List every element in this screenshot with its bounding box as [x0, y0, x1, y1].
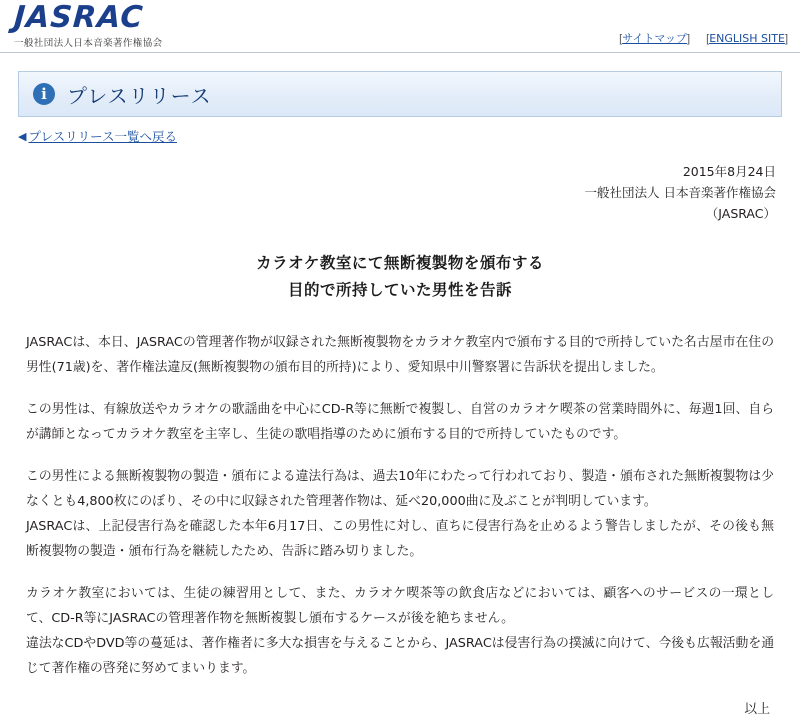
bracket-close-english: ] — [784, 33, 788, 45]
body-paragraph: 違法なCDやDVD等の蔓延は、著作権者に多大な損害を与えることから、JASRACは侵害行為の撲滅に向けて、今後も広報活動を通じて著作権の啓発に努めてまいります。 — [26, 636, 774, 676]
jasrac-logo-text: JASRAC — [12, 0, 145, 35]
release-meta — [18, 161, 782, 224]
page-title: プレスリリース — [67, 83, 212, 108]
sitemap-link[interactable]: サイトマップ — [622, 32, 687, 45]
body-paragraph: JASRACは、本日、JASRACの管理著作物が収録された無断複製物をカラオケ教室内で頒布する目的で所持していた名古屋市在住の男性(71歳)を、著作権法違反(無断複製物の頒布目的所持)により、愛知県中川警察署に告訴状を提出しました。 — [26, 335, 774, 375]
release-body — [18, 330, 782, 717]
release-issuer-abbr: （JASRAC） — [705, 206, 776, 221]
body-paragraph: カラオケ教室においては、生徒の練習用として、また、カラオケ喫茶等の飲食店などにおいては、顧客へのサービスの一環として、CD-R等にJASRACの管理著作物を無断複製し頒布するケースが後を絶ちません。 — [26, 586, 774, 626]
body-paragraph: この男性は、有線放送やカラオケの歌謡曲を中心にCD-R等に無断で複製し、自営のカラオケ喫茶の営業時間外に、毎週1回、自らが講師となってカラオケ教室を主宰し、生徒の歌唱指導のために頒布する目的で所持していたものです。 — [26, 402, 774, 442]
page-content — [0, 71, 800, 717]
back-arrow-icon: ◀ — [18, 130, 27, 143]
jasrac-logo-subtitle: 一般社団法人日本音楽著作権協会 — [14, 38, 163, 49]
info-icon: i — [33, 83, 55, 105]
back-to-list-link[interactable]: プレスリリース一覧へ戻る — [28, 129, 177, 144]
page-title-bar — [18, 71, 782, 117]
body-paragraph: この男性による無断複製物の製造・頒布による違法行為は、過去10年にわたって行われており、製造・頒布された無断複製物は少なくとも4,800枚にのぼり、その中に収録された管理著作物は、延べ20,000曲に及ぶことが判明しています。 — [26, 469, 774, 509]
release-headline — [18, 250, 782, 304]
bracket-open-sitemap: [ — [619, 33, 623, 45]
jasrac-logo[interactable] — [14, 2, 163, 49]
site-header — [0, 0, 800, 53]
bracket-close-sitemap: ] — [686, 33, 691, 45]
release-headline-line1: カラオケ教室にて無断複製物を頒布する — [256, 254, 544, 272]
release-issuer: 一般社団法人 日本音楽著作権協会 — [584, 185, 776, 200]
body-paragraph: JASRACは、上記侵害行為を確認した本年6月17日、この男性に対し、直ちに侵害行為を止めるよう警告しましたが、その後も無断複製物の製造・頒布行為を継続したため、告訴に踏み切りました。 — [26, 519, 774, 559]
release-date: 2015年8月24日 — [682, 164, 776, 179]
release-headline-line2: 目的で所持していた男性を告訴 — [287, 281, 512, 299]
header-links — [619, 30, 788, 46]
back-to-list-row[interactable] — [18, 127, 782, 145]
english-site-link[interactable]: ENGLISH SITE — [709, 32, 785, 45]
bracket-open-english: [ — [706, 33, 710, 45]
body-closing: 以上 — [744, 702, 770, 717]
